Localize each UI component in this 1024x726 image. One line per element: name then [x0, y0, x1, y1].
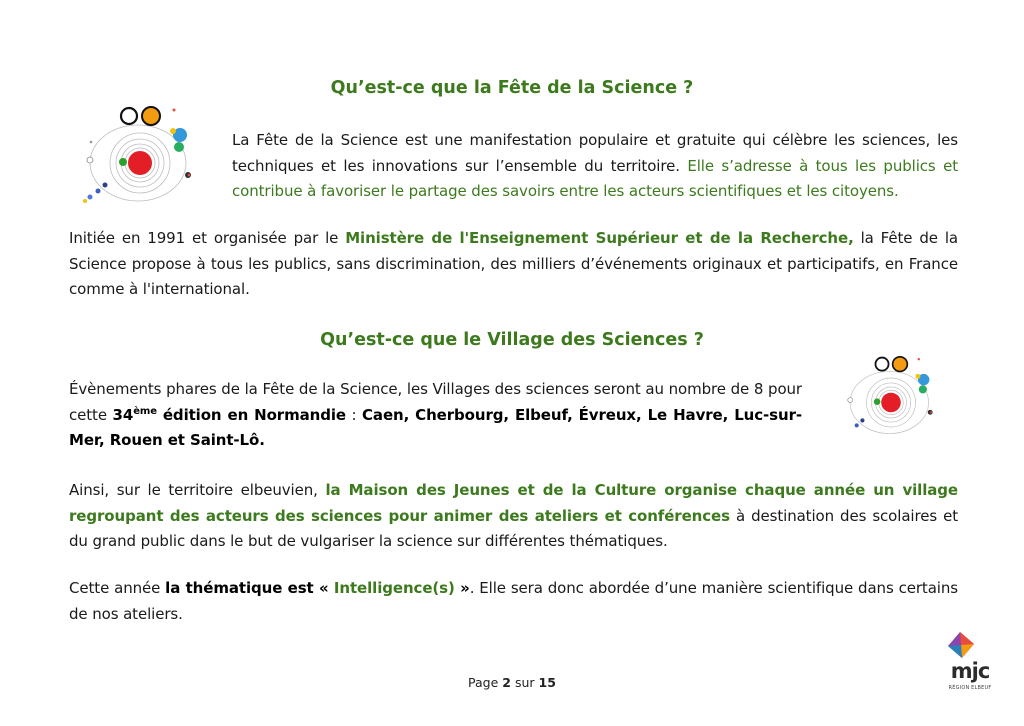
mjc-logo-icon: [947, 631, 977, 661]
paragraph-thematique: [69, 576, 958, 627]
mjc-text-end: à destination des scolaires et du grand public dans le but de vulgariser la science sur différentes thématiques.: [69, 506, 958, 550]
section-title-fete: Qu’est-ce que la Fête de la Science ?: [330, 78, 694, 98]
section-title-village: Qu’est-ce que le Village des Sciences ?: [320, 330, 704, 350]
thematique-label: la thématique est «: [165, 579, 334, 597]
paragraph-villages: [69, 377, 802, 454]
science-atom-illustration: [842, 355, 940, 441]
thematique-value: Intelligence(s): [333, 579, 455, 597]
mjc-text: Ainsi, sur le territoire elbeuvien,: [69, 481, 326, 499]
science-atom-illustration: [80, 105, 200, 210]
thematique-close-quote: »: [454, 579, 470, 597]
thematique-text-end: . Elle sera donc abordée d’une manière scientifique dans certains de nos ateliers.: [69, 579, 958, 623]
cities-list: Caen, Cherbourg, Elbeuf, Évreux, Le Havre, Luc-sur-Mer, Rouen et Saint-Lô.: [69, 405, 802, 449]
mjc-logo-text: mjc: [950, 659, 990, 683]
colon: :: [345, 405, 363, 424]
page-total: 15: [538, 675, 556, 690]
page-footer: [0, 675, 1024, 690]
ministry-name: Ministère de l'Enseignement Supérieur et de la Recherche,: [345, 229, 854, 247]
page-number: 2: [502, 675, 511, 690]
thematique-text: Cette année: [69, 579, 166, 597]
mjc-logo: [945, 631, 995, 707]
paragraph-mjc: [69, 478, 958, 555]
mjc-highlight: la Maison des Jeunes et de la Culture organise chaque année un village regroupant des acteurs des sciences pour animer des ateliers et conférences: [69, 481, 958, 525]
edition-number: 34: [112, 405, 134, 424]
intro-highlight: Elle s’adresse à tous les publics et contribue à favoriser le partage des savoirs entre les acteurs scientifiques et les citoyens.: [232, 156, 958, 200]
initiee-text: Initiée en 1991 et organisée par le: [69, 229, 346, 247]
page-label: Page: [468, 675, 503, 690]
page-sur: sur: [511, 675, 539, 690]
intro-text: La Fête de la Science est une manifestation populaire et gratuite qui célèbre les sciences, les techniques et les innovations sur l’ensemble du territoire.: [232, 131, 958, 175]
paragraph-initiee: [69, 226, 958, 303]
edition-label: édition en Normandie: [156, 405, 346, 424]
mjc-logo-subtitle: RÉGION ELBEUF: [948, 685, 992, 691]
villages-text: Évènements phares de la Fête de la Science, les Villages des sciences seront au nombre de 8 pour cette: [69, 380, 802, 424]
paragraph-intro: [232, 128, 958, 205]
edition-superscript: ème: [133, 405, 157, 417]
initiee-text-end: la Fête de la Science propose à tous les publics, sans discrimination, des milliers d’événements originaux et participatifs, en France comme à l'international.: [69, 229, 958, 298]
